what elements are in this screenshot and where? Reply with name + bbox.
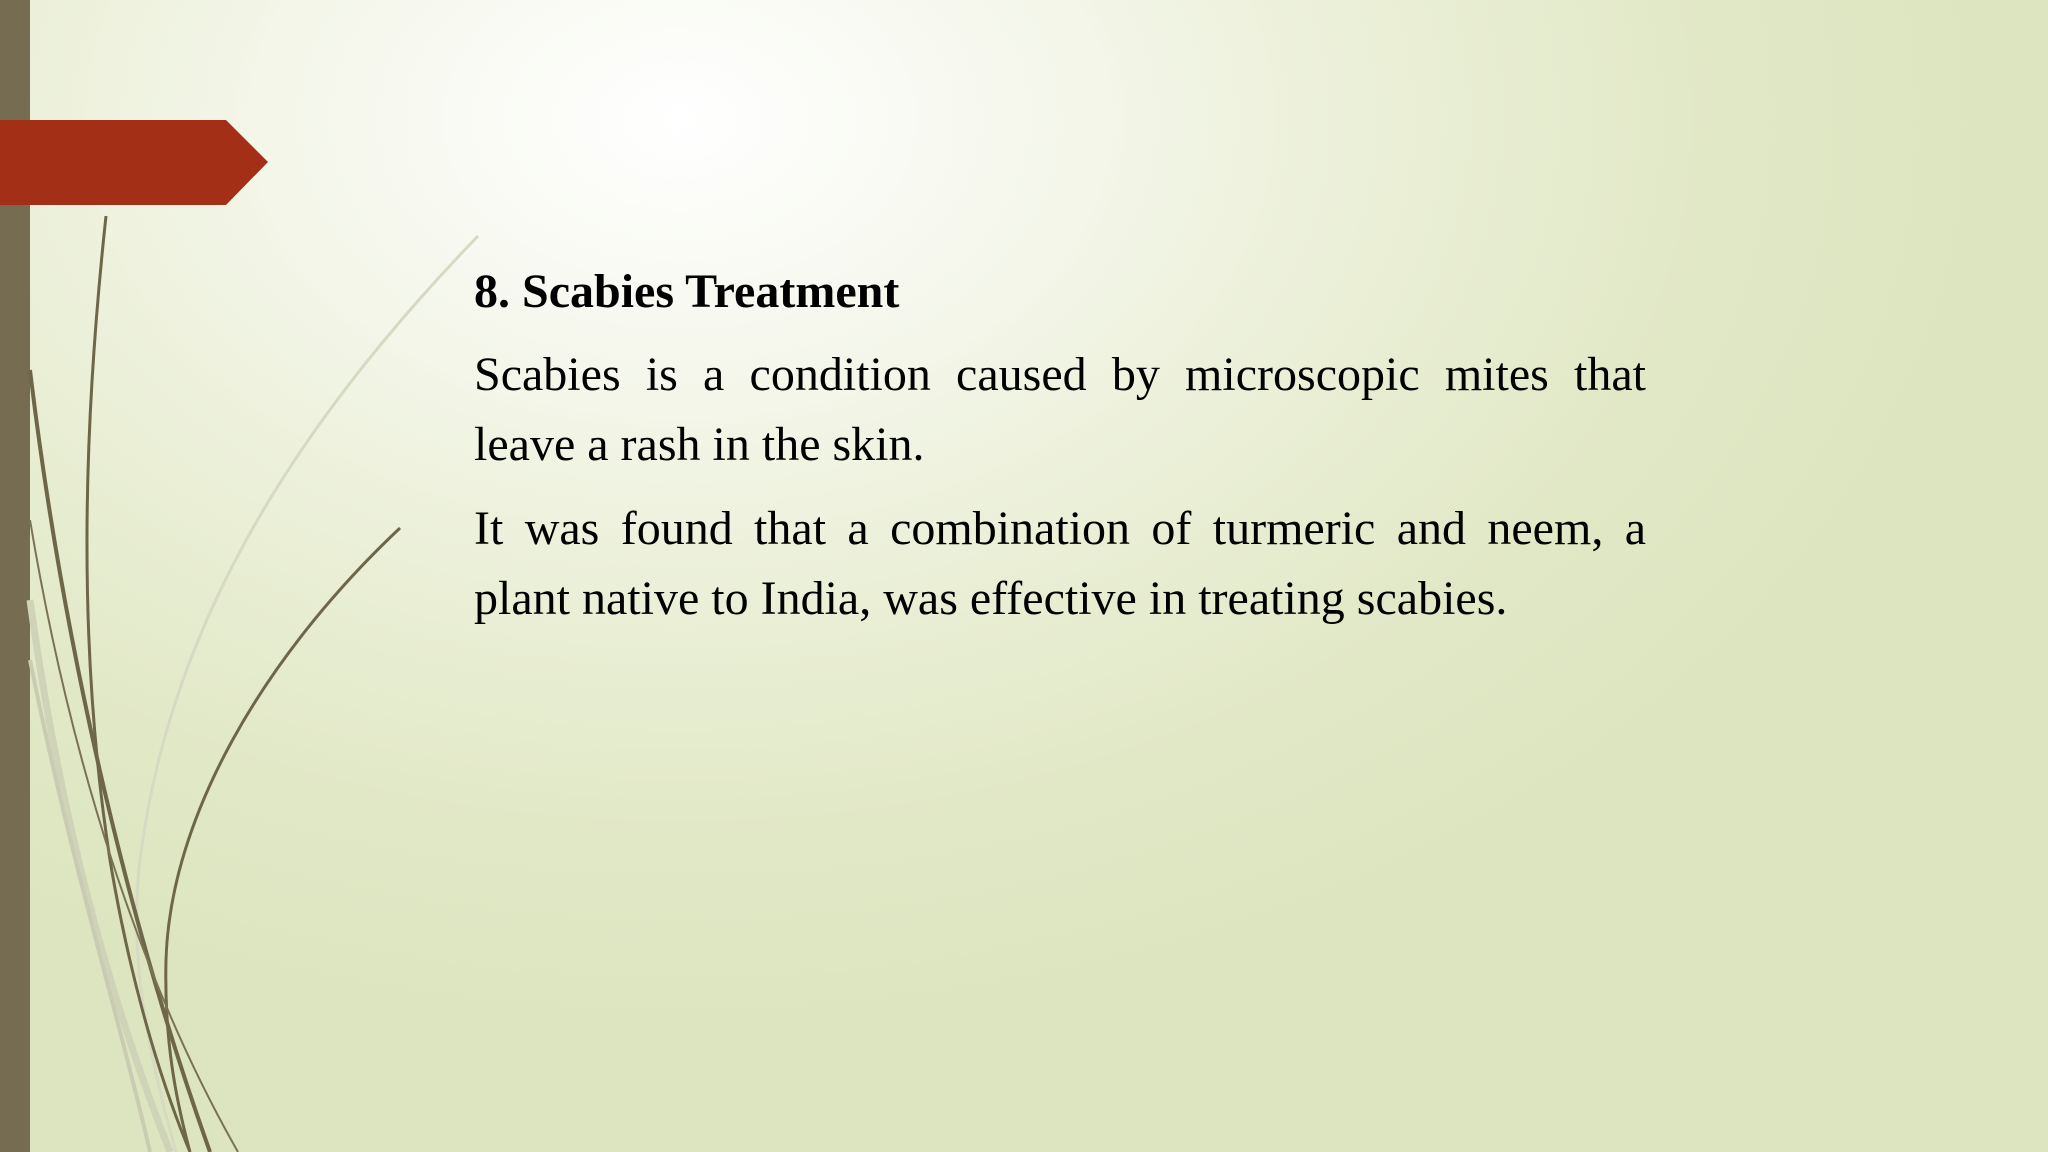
paragraph-scabies-definition: Scabies is a condition caused by microscopic mites that leave a rash in the skin.: [474, 348, 1646, 471]
slide-title: 8. Scabies Treatment: [474, 265, 900, 318]
slide-content: [474, 262, 1646, 648]
decorative-swoosh-lines: [0, 0, 520, 1152]
paragraph-turmeric-neem-finding: It was found that a combination of turmeric and neem, a plant native to India, was effective in treating scabies.: [474, 502, 1646, 625]
